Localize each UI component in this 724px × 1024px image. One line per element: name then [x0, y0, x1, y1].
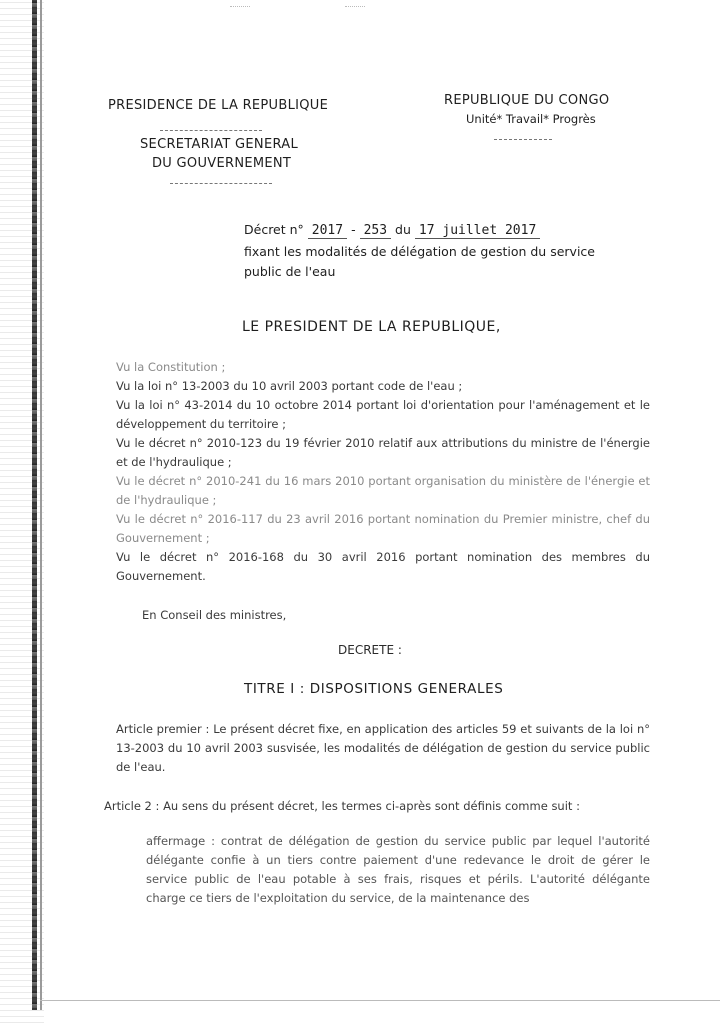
decree-number: 253 — [360, 223, 391, 239]
header-presidence: PRESIDENCE DE LA REPUBLIQUE — [108, 98, 329, 113]
decree-du: du — [395, 222, 411, 237]
article-premier — [116, 720, 650, 777]
scan-binding-line-inner — [40, 0, 42, 1010]
article-label: Article premier : — [116, 722, 210, 736]
decree-subject-2: public de l'eau — [244, 264, 336, 279]
visa-item: Vu le décret n° 2016-117 du 23 avril 2016 portant nomination du Premier ministre, chef du Gouvernement ; — [116, 512, 650, 545]
header-gouvernement: DU GOUVERNEMENT — [152, 156, 292, 171]
article-text: Au sens du présent décret, les termes ci-après sont définis comme suit : — [163, 799, 580, 813]
visa-item: Vu la loi n° 43-2014 du 10 octobre 2014 portant loi d'orientation pour l'aménagement et le développement du territoire ; — [116, 398, 650, 431]
scan-mark — [230, 6, 250, 8]
visa-item: Vu la loi n° 13-2003 du 10 avril 2003 portant code de l'eau ; — [116, 379, 463, 393]
visa-item: Vu le décret n° 2010-241 du 16 mars 2010 portant organisation du ministère de l'énergie et de l'hydraulique ; — [116, 474, 650, 507]
article-text: Le présent décret fixe, en application des articles 59 et suivants de la loi n° 13-2003 du 10 avril 2003 susvisée, les modalités de délégation de gestion du service public de l'eau. — [116, 722, 650, 774]
decree-sep: - — [351, 222, 356, 237]
decree-subject-1: fixant les modalités de délégation de gestion du service — [244, 244, 595, 259]
scan-binding-line — [32, 0, 37, 1010]
header-dash — [160, 130, 262, 131]
header-devise: Unité* Travail* Progrès — [466, 112, 596, 126]
visa-item: Vu le décret n° 2010-123 du 19 février 2010 relatif aux attributions du ministre de l'énergie et de l'hydraulique ; — [116, 436, 650, 469]
definition-affermage — [146, 832, 650, 908]
scan-edge — [0, 0, 44, 1024]
visa-item: Vu la Constitution ; — [116, 360, 226, 374]
decree-number-line — [244, 222, 540, 238]
header-republique: REPUBLIQUE DU CONGO — [444, 93, 610, 108]
decree-year: 2017 — [308, 223, 347, 239]
decrete-heading: DECRETE : — [338, 643, 402, 657]
decree-prefix: Décret n° — [244, 222, 304, 237]
page-bottom-rule — [40, 1000, 720, 1001]
article-2 — [104, 797, 638, 816]
article-label: Article 2 : — [104, 799, 160, 813]
visa-item: Vu le décret n° 2016-168 du 30 avril 2016 portant nomination des membres du Gouvernement. — [116, 550, 650, 583]
visas-block — [116, 358, 650, 586]
header-dash — [170, 183, 272, 184]
president-title: LE PRESIDENT DE LA REPUBLIQUE, — [242, 319, 501, 335]
conseil-des-ministres: En Conseil des ministres, — [142, 608, 287, 622]
definition-text: contrat de délégation de gestion du service public par lequel l'autorité délégante confie à un tiers contre paiement d'une redevance le droit de gérer le service public de l'eau potable à ses frais, risques et périls. L'autorité délégante charge ce tiers de l'exploitation du service, de la maintenance des — [146, 834, 651, 905]
decree-date: 17 juillet 2017 — [415, 223, 540, 239]
header-secretariat: SECRETARIAT GENERAL — [140, 137, 299, 152]
scan-mark — [345, 6, 365, 8]
titre-heading: TITRE I : DISPOSITIONS GENERALES — [244, 681, 504, 697]
header-dash — [494, 139, 552, 140]
definition-term: affermage : — [146, 834, 215, 848]
